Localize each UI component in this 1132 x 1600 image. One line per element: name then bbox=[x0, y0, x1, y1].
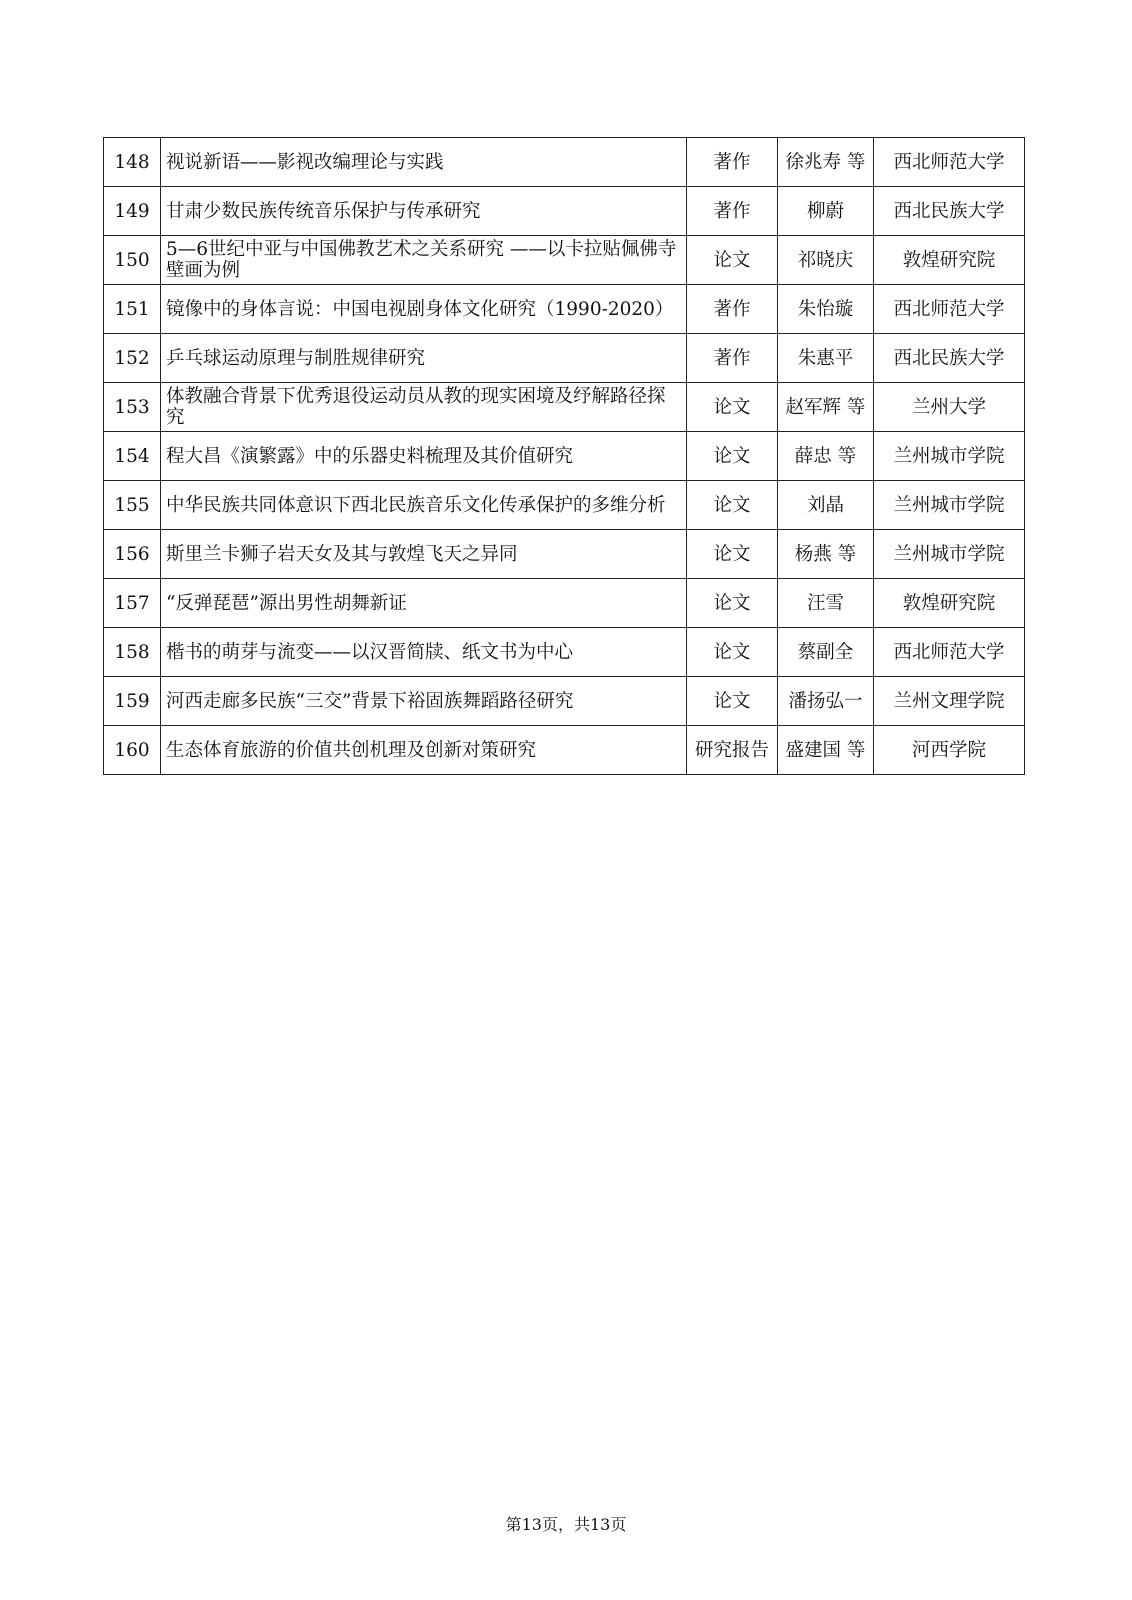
title-cell: 视说新语——影视改编理论与实践 bbox=[161, 138, 687, 187]
title-cell: 5—6世纪中亚与中国佛教艺术之关系研究 ——以卡拉贴佩佛寺壁画为例 bbox=[161, 236, 687, 285]
type-cell: 著作 bbox=[687, 187, 778, 236]
table-row bbox=[104, 530, 1025, 579]
page-footer: 第13页，共13页 bbox=[505, 1515, 627, 1534]
row-number-cell: 149 bbox=[104, 187, 161, 236]
unit-cell: 兰州城市学院 bbox=[874, 530, 1025, 579]
type-cell: 著作 bbox=[687, 334, 778, 383]
row-number-cell: 151 bbox=[104, 285, 161, 334]
author-cell: 赵军辉 等 bbox=[778, 383, 874, 432]
author-cell: 徐兆寿 等 bbox=[778, 138, 874, 187]
table-row bbox=[104, 481, 1025, 530]
author-cell: 蔡副全 bbox=[778, 628, 874, 677]
unit-cell: 西北师范大学 bbox=[874, 285, 1025, 334]
table-row bbox=[104, 579, 1025, 628]
row-number-cell: 152 bbox=[104, 334, 161, 383]
row-number-cell: 155 bbox=[104, 481, 161, 530]
type-cell: 论文 bbox=[687, 383, 778, 432]
row-number-cell: 158 bbox=[104, 628, 161, 677]
type-cell: 论文 bbox=[687, 628, 778, 677]
unit-cell: 西北民族大学 bbox=[874, 334, 1025, 383]
title-cell: 楷书的萌芽与流变——以汉晋简牍、纸文书为中心 bbox=[161, 628, 687, 677]
row-number-cell: 156 bbox=[104, 530, 161, 579]
author-cell: 潘扬弘一 bbox=[778, 677, 874, 726]
unit-cell: 敦煌研究院 bbox=[874, 236, 1025, 285]
type-cell: 论文 bbox=[687, 579, 778, 628]
type-cell: 著作 bbox=[687, 138, 778, 187]
row-number-cell: 157 bbox=[104, 579, 161, 628]
author-cell: 朱怡璇 bbox=[778, 285, 874, 334]
unit-cell: 西北师范大学 bbox=[874, 138, 1025, 187]
table-row bbox=[104, 138, 1025, 187]
title-cell: 镜像中的身体言说：中国电视剧身体文化研究（1990-2020） bbox=[161, 285, 687, 334]
title-cell: 乒乓球运动原理与制胜规律研究 bbox=[161, 334, 687, 383]
unit-cell: 兰州城市学院 bbox=[874, 481, 1025, 530]
table-row bbox=[104, 628, 1025, 677]
row-number-cell: 153 bbox=[104, 383, 161, 432]
type-cell: 论文 bbox=[687, 481, 778, 530]
table-row bbox=[104, 285, 1025, 334]
unit-cell: 兰州城市学院 bbox=[874, 432, 1025, 481]
author-cell: 杨燕 等 bbox=[778, 530, 874, 579]
author-cell: 汪雪 bbox=[778, 579, 874, 628]
awards-table bbox=[103, 137, 1025, 775]
table-body bbox=[104, 138, 1025, 775]
author-cell: 祁晓庆 bbox=[778, 236, 874, 285]
unit-cell: 西北师范大学 bbox=[874, 628, 1025, 677]
unit-cell: 兰州大学 bbox=[874, 383, 1025, 432]
author-cell: 薛忠 等 bbox=[778, 432, 874, 481]
row-number-cell: 159 bbox=[104, 677, 161, 726]
table-row bbox=[104, 187, 1025, 236]
title-cell: “反弹琵琶”源出男性胡舞新证 bbox=[161, 579, 687, 628]
author-cell: 刘晶 bbox=[778, 481, 874, 530]
title-cell: 中华民族共同体意识下西北民族音乐文化传承保护的多维分析 bbox=[161, 481, 687, 530]
title-cell: 程大昌《演繁露》中的乐器史料梳理及其价值研究 bbox=[161, 432, 687, 481]
row-number-cell: 160 bbox=[104, 726, 161, 775]
type-cell: 研究报告 bbox=[687, 726, 778, 775]
type-cell: 论文 bbox=[687, 236, 778, 285]
table-row bbox=[104, 432, 1025, 481]
author-cell: 朱惠平 bbox=[778, 334, 874, 383]
unit-cell: 西北民族大学 bbox=[874, 187, 1025, 236]
title-cell: 甘肃少数民族传统音乐保护与传承研究 bbox=[161, 187, 687, 236]
title-cell: 河西走廊多民族“三交”背景下裕固族舞蹈路径研究 bbox=[161, 677, 687, 726]
unit-cell: 河西学院 bbox=[874, 726, 1025, 775]
type-cell: 论文 bbox=[687, 432, 778, 481]
row-number-cell: 148 bbox=[104, 138, 161, 187]
type-cell: 论文 bbox=[687, 677, 778, 726]
type-cell: 论文 bbox=[687, 530, 778, 579]
author-cell: 柳蔚 bbox=[778, 187, 874, 236]
table-row bbox=[104, 334, 1025, 383]
row-number-cell: 154 bbox=[104, 432, 161, 481]
row-number-cell: 150 bbox=[104, 236, 161, 285]
unit-cell: 敦煌研究院 bbox=[874, 579, 1025, 628]
title-cell: 生态体育旅游的价值共创机理及创新对策研究 bbox=[161, 726, 687, 775]
title-cell: 体教融合背景下优秀退役运动员从教的现实困境及纾解路径探究 bbox=[161, 383, 687, 432]
unit-cell: 兰州文理学院 bbox=[874, 677, 1025, 726]
title-cell: 斯里兰卡狮子岩天女及其与敦煌飞天之异同 bbox=[161, 530, 687, 579]
table-row bbox=[104, 236, 1025, 285]
type-cell: 著作 bbox=[687, 285, 778, 334]
table-row bbox=[104, 383, 1025, 432]
table-row bbox=[104, 726, 1025, 775]
author-cell: 盛建国 等 bbox=[778, 726, 874, 775]
table-row bbox=[104, 677, 1025, 726]
